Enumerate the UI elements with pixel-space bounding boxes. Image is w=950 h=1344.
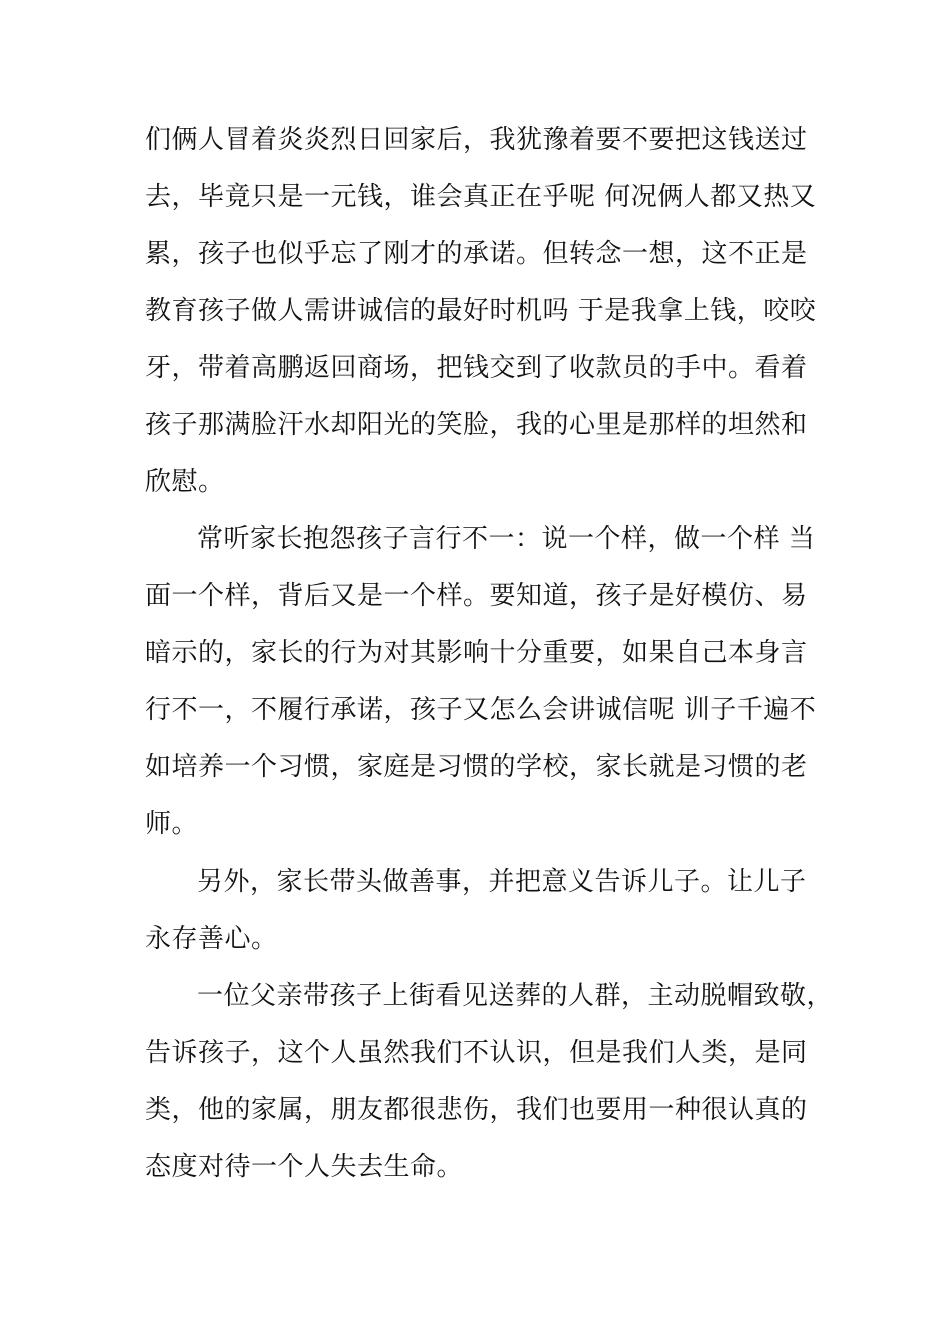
paragraph-2-line-5: 如培养一个习惯，家庭是习惯的学校，家长就是习惯的老 <box>145 752 808 782</box>
paragraph-1-line-7: 欣慰。 <box>145 467 225 497</box>
paragraph-2-line-3: 暗示的，家长的行为对其影响十分重要，如果自己本身言 <box>145 638 808 668</box>
paragraph-4-line-1: 一位父亲带孩子上街看见送葬的人群，主动脱帽致敬， <box>197 981 834 1011</box>
paragraph-2-line-6: 师。 <box>145 809 199 839</box>
paragraph-1-line-5: 牙，带着高鹏返回商场，把钱交到了收款员的手中。看着 <box>145 353 808 383</box>
paragraph-1-line-1: 们俩人冒着炎炎烈日回家后，我犹豫着要不要把这钱送过 <box>145 125 808 155</box>
paragraph-3-line-1: 另外，家长带头做善事，并把意义告诉儿子。让儿子 <box>197 867 807 897</box>
paragraph-2-line-1: 常听家长抱怨孩子言行不一：说一个样，做一个样 当 <box>197 524 816 554</box>
paragraph-2-line-2: 面一个样，背后又是一个样。要知道，孩子是好模仿、易 <box>145 581 808 611</box>
paragraph-1-line-4: 教育孩子做人需讲诚信的最好时机吗 于是我拿上钱，咬咬 <box>145 296 817 326</box>
paragraph-4-line-3: 类，他的家属，朋友都很悲伤，我们也要用一种很认真的 <box>145 1095 808 1125</box>
paragraph-4-line-4: 态度对待一个人失去生命。 <box>145 1152 464 1182</box>
paragraph-2-line-4: 行不一，不履行承诺，孩子又怎么会讲诚信呢 训子千遍不 <box>145 695 817 725</box>
paragraph-1-line-3: 累，孩子也似乎忘了刚才的承诺。但转念一想，这不正是 <box>145 239 808 269</box>
paragraph-3-line-2: 永存善心。 <box>145 924 278 954</box>
paragraph-1-line-6: 孩子那满脸汗水却阳光的笑脸，我的心里是那样的坦然和 <box>145 410 808 440</box>
paragraph-1-line-2: 去，毕竟只是一元钱，谁会真正在乎呢 何况俩人都又热又 <box>145 182 817 212</box>
paragraph-4-line-2: 告诉孩子，这个人虽然我们不认识，但是我们人类，是同 <box>145 1038 808 1068</box>
